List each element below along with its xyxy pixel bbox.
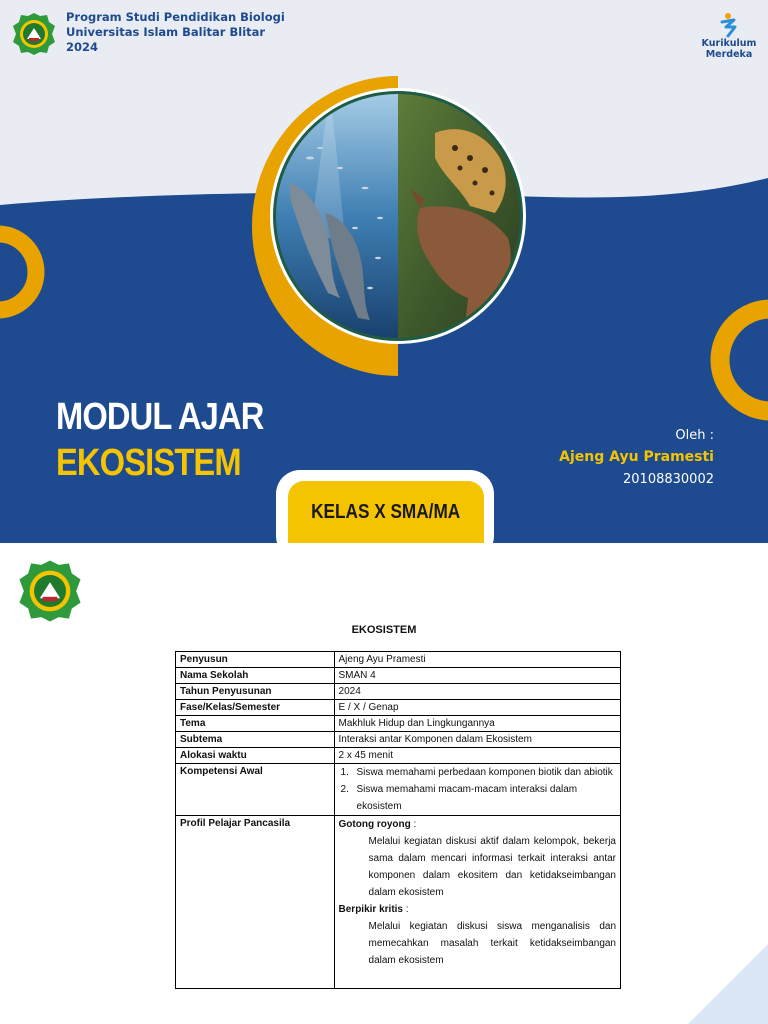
university-logo-icon <box>12 12 56 56</box>
profil-heading-suffix: : <box>403 904 409 915</box>
table-row <box>176 716 621 732</box>
class-badge <box>288 481 484 543</box>
row-label: Profil Pelajar Pancasila <box>176 816 335 989</box>
row-label: Alokasi waktu <box>176 748 335 764</box>
row-label: Fase/Kelas/Semester <box>176 700 335 716</box>
document-title: EKOSISTEM <box>351 624 417 636</box>
row-value: Ajeng Ayu Pramesti <box>334 652 620 668</box>
institution-university: Universitas Islam Balitar Blitar <box>66 25 266 39</box>
row-value: 2024 <box>334 684 620 700</box>
module-subject: EKOSISTEM <box>56 442 241 484</box>
table-row <box>176 748 621 764</box>
table-row <box>176 732 621 748</box>
list-number: 1. <box>340 767 349 778</box>
row-value: Makhluk Hidup dan Lingkungannya <box>334 716 620 732</box>
kurikulum-line2: Merdeka <box>705 49 753 60</box>
row-value: 2 x 45 menit <box>334 748 620 764</box>
profil-content <box>334 816 620 989</box>
list-text: Siswa memahami perbedaan komponen biotik dan abiotik <box>356 767 613 778</box>
institution-program: Program Studi Pendidikan Biologi <box>66 10 285 24</box>
institution-block <box>66 10 285 55</box>
profil-paragraph: Melalui kegiatan diskusi siswa menganalisis dan memecahkan masalah terkait ketidakseimbangan dalam ekosistem <box>368 921 616 966</box>
list-number: 2. <box>340 784 349 795</box>
table-row-kompetensi <box>176 764 621 816</box>
table-row <box>176 652 621 668</box>
profil-heading <box>339 901 616 918</box>
row-value: SMAN 4 <box>334 668 620 684</box>
profil-paragraph: Melalui kegiatan diskusi aktif dalam kelompok, bekerja sama dalam mencari informasi terkait interaksi antar komponen dalam ekositem dan ketidakseimbangan dalam ekosistem <box>368 836 616 898</box>
document-page <box>0 543 768 1024</box>
module-info-table <box>175 651 621 989</box>
profil-heading <box>339 816 616 833</box>
row-label: Penyusun <box>176 652 335 668</box>
profil-heading-text: Gotong royong <box>338 819 411 830</box>
institution-year: 2024 <box>66 40 99 54</box>
table-row <box>176 700 621 716</box>
list-item <box>339 781 616 815</box>
table-row-profil <box>176 816 621 989</box>
row-label: Subtema <box>176 732 335 748</box>
profil-heading-suffix: : <box>410 819 417 830</box>
profil-heading-text: Berpikir kritis <box>338 904 403 915</box>
author-student-id: 20108830002 <box>623 472 714 487</box>
row-label: Kompetensi Awal <box>176 764 335 816</box>
author-name: Ajeng Ayu Pramesti <box>559 449 714 465</box>
table-row <box>176 668 621 684</box>
kurikulum-merdeka-logo <box>700 12 758 60</box>
row-label: Tahun Penyusunan <box>176 684 335 700</box>
class-label: KELAS X SMA/MA <box>311 500 461 523</box>
kompetensi-list <box>334 764 620 816</box>
table-row <box>176 684 621 700</box>
row-value: Interaksi antar Komponen dalam Ekosistem <box>334 732 620 748</box>
row-label: Tema <box>176 716 335 732</box>
kurikulum-line1: Kurikulum <box>701 38 757 49</box>
decorative-corner-shape <box>688 944 768 1024</box>
list-text: Siswa memahami macam-macam interaksi dalam ekosistem <box>356 784 578 812</box>
list-item <box>339 764 616 781</box>
author-label: Oleh : <box>675 428 714 443</box>
kurikulum-merdeka-icon <box>716 12 742 38</box>
university-logo-icon <box>18 559 82 623</box>
module-title: MODUL AJAR <box>56 396 264 438</box>
row-value: E / X / Genap <box>334 700 620 716</box>
ecosystem-photo <box>270 88 526 344</box>
row-label: Nama Sekolah <box>176 668 335 684</box>
